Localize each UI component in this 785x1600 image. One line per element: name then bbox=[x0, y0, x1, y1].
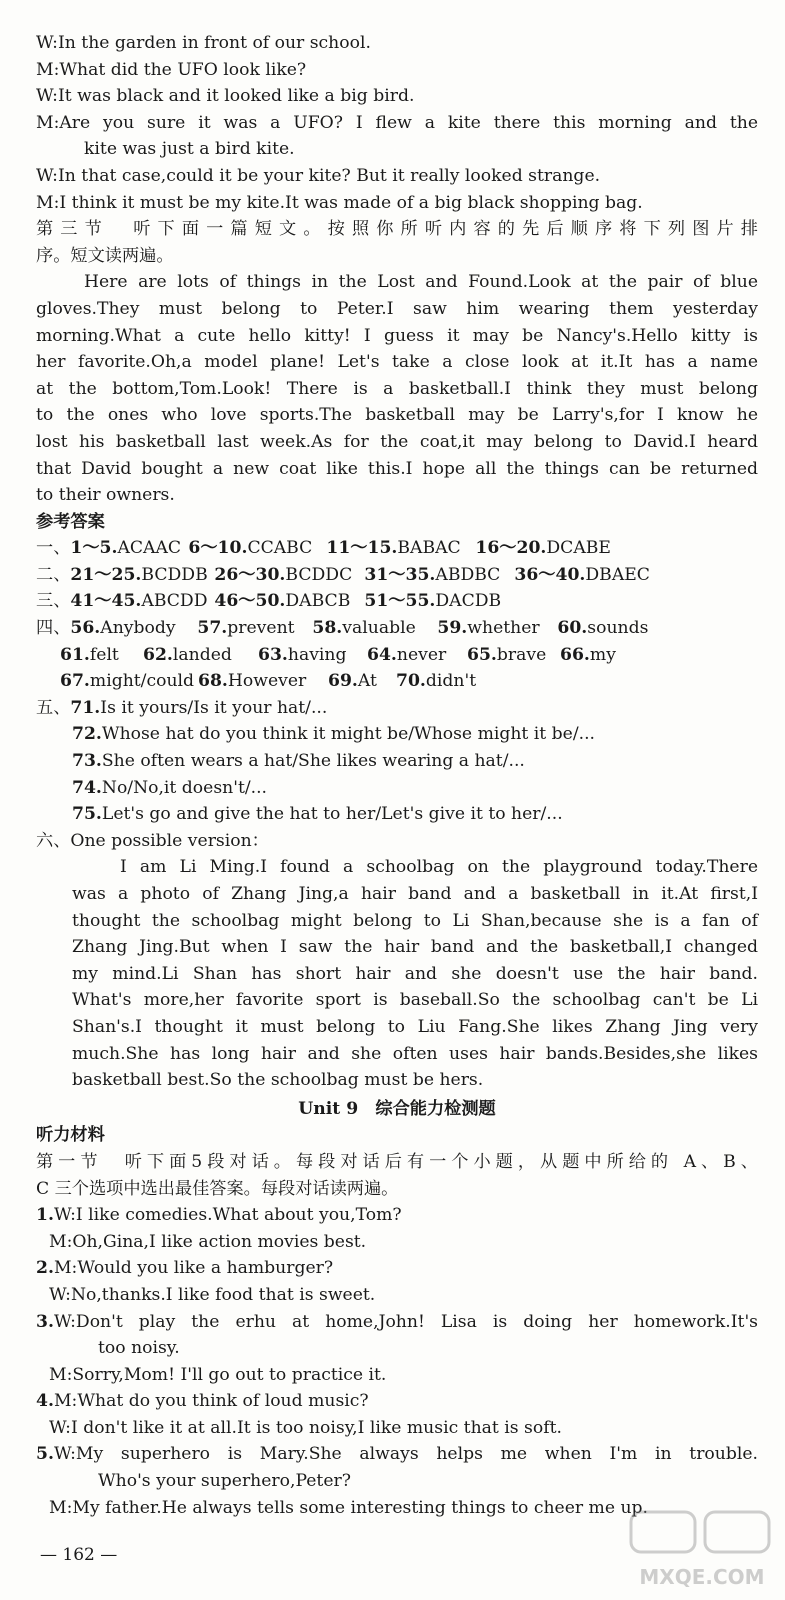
answer-range: 41～45. bbox=[70, 591, 142, 612]
answer-num: 73. bbox=[72, 751, 102, 772]
answer-word: sounds bbox=[587, 618, 649, 639]
watermark-text: MXQE.COM bbox=[639, 1565, 765, 1589]
answer-num: 60. bbox=[557, 618, 588, 639]
answer-num: 75. bbox=[72, 804, 102, 825]
dialogue-num: 4. bbox=[36, 1391, 54, 1412]
unit9-section bbox=[36, 1096, 758, 1522]
answer-title: 参考答案 bbox=[36, 511, 105, 532]
dialogue-top bbox=[36, 30, 758, 216]
answer-text: Is it yours/Is it your hat/... bbox=[100, 697, 328, 718]
answer-text: Let's go and give the hat to her/Let's give it to her/... bbox=[101, 804, 563, 825]
answer-word: never bbox=[396, 644, 447, 665]
dialogue-line: M:Oh,Gina,I like action movies best. bbox=[49, 1231, 367, 1252]
answer-value: DABCB bbox=[285, 591, 351, 612]
version-label: One possible version： bbox=[70, 830, 269, 851]
dialogue-num: 1. bbox=[36, 1205, 54, 1226]
answer-value: DBAEC bbox=[585, 564, 650, 585]
answer-word: might/could bbox=[89, 671, 195, 692]
watermark-logo bbox=[627, 1508, 777, 1594]
dialogue-item bbox=[36, 1255, 758, 1282]
essay-line: Zhang Jing.But when I saw the hair band and the basketball,I changed bbox=[72, 937, 758, 958]
answer-row-4c bbox=[36, 668, 758, 695]
dialogue-num: 2. bbox=[36, 1258, 54, 1279]
answer-value: DCABE bbox=[546, 538, 611, 559]
part-prefix: 一、 bbox=[36, 538, 71, 559]
dialogue-line: W:My superhero is Mary.She always helps me when I'm in trouble. bbox=[53, 1444, 758, 1465]
answer-word: felt bbox=[89, 644, 119, 665]
dialogue-line: W:I like comedies.What about you,Tom? bbox=[53, 1205, 402, 1226]
answer-num: 71. bbox=[70, 697, 101, 718]
answer-row-2 bbox=[36, 562, 758, 589]
answer-num: 62. bbox=[143, 644, 173, 665]
answer-range: 21～25. bbox=[70, 564, 142, 585]
passage-line: at the bottom,Tom.Look! There is a basketball.I think they must belong bbox=[36, 378, 758, 399]
answer-word: At bbox=[357, 671, 377, 692]
part-prefix: 六、 bbox=[36, 830, 71, 851]
dialogue-line: M:Would you like a hamburger? bbox=[53, 1258, 334, 1279]
page-content bbox=[36, 30, 758, 1521]
essay-line: basketball best.So the schoolbag must be hers. bbox=[72, 1070, 484, 1091]
dialogue-item bbox=[36, 1441, 758, 1468]
answer-row-5 bbox=[36, 695, 758, 722]
answer-range: 36～40. bbox=[514, 564, 586, 585]
answer-row-3 bbox=[36, 588, 758, 615]
essay-line: thought the schoolbag might belong to Li Shan,because she is a fan of bbox=[72, 910, 758, 931]
answer-row-5 bbox=[36, 801, 758, 828]
dialogue-item bbox=[36, 1202, 758, 1229]
answer-word: prevent bbox=[227, 618, 295, 639]
answer-row-5 bbox=[36, 748, 758, 775]
answer-text: No/No,it doesn't/... bbox=[101, 777, 268, 798]
dialogue-line: M:Are you sure it was a UFO? I flew a kite there this morning and the bbox=[36, 112, 758, 133]
answer-num: 57. bbox=[197, 618, 228, 639]
answer-value: ABCDD bbox=[141, 591, 208, 612]
listening-label: 听力材料 bbox=[36, 1125, 105, 1146]
answer-row-1 bbox=[36, 535, 758, 562]
essay-line: I am Li Ming.I found a schoolbag on the playground today.There bbox=[120, 857, 758, 878]
answer-word: brave bbox=[496, 644, 547, 665]
answer-word: whether bbox=[467, 618, 540, 639]
answer-key bbox=[36, 509, 758, 1094]
passage-line: to their owners. bbox=[36, 485, 175, 506]
part-prefix: 五、 bbox=[36, 697, 71, 718]
dialogue-line: M:What do you think of loud music? bbox=[53, 1391, 369, 1412]
answer-num: 69. bbox=[328, 671, 358, 692]
answer-word: my bbox=[589, 644, 616, 665]
section-heading: C 三个选项中选出最佳答案。每段对话读两遍。 bbox=[36, 1178, 399, 1199]
answer-num: 70. bbox=[396, 671, 426, 692]
answer-range: 46～50. bbox=[214, 591, 286, 612]
answer-row-5 bbox=[36, 721, 758, 748]
passage-line: her favorite.Oh,a model plane! Let's take a close look at it.It has a name bbox=[36, 352, 758, 373]
answer-word: landed bbox=[172, 644, 232, 665]
dialogue-line: W:It was black and it looked like a big bird. bbox=[36, 86, 415, 107]
passage-line: gloves.They must belong to Peter.I saw him wearing them yesterday bbox=[36, 298, 758, 319]
passage-line: morning.What a cute hello kitty! I guess it may be Nancy's.Hello kitty is bbox=[36, 325, 758, 346]
answer-num: 68. bbox=[198, 671, 228, 692]
answer-value: BCDDB bbox=[141, 564, 208, 585]
answer-range: 31～35. bbox=[364, 564, 436, 585]
answer-word: valuable bbox=[342, 618, 416, 639]
answer-range: 16～20. bbox=[475, 538, 547, 559]
answer-range: 11～15. bbox=[326, 538, 398, 559]
answer-row-6 bbox=[36, 828, 758, 855]
answer-num: 74. bbox=[72, 777, 102, 798]
part-prefix: 三、 bbox=[36, 591, 71, 612]
dialogue-line: too noisy. bbox=[98, 1338, 180, 1359]
dialogue-num: 5. bbox=[36, 1444, 54, 1465]
answer-num: 65. bbox=[467, 644, 497, 665]
dialogue-line: M:I think it must be my kite.It was made of a big black shopping bag. bbox=[36, 192, 643, 213]
answer-word: didn't bbox=[425, 671, 477, 692]
page-number: — 162 — bbox=[40, 1545, 118, 1565]
answer-range: 26～30. bbox=[214, 564, 286, 585]
section-heading: 第一节 听下面5段对话。每段对话后有一个小题，从题中所给的 A、B、 bbox=[36, 1151, 758, 1172]
dialogue-line: W:No,thanks.I like food that is sweet. bbox=[49, 1284, 376, 1305]
answer-value: DACDB bbox=[435, 591, 502, 612]
part-prefix: 二、 bbox=[36, 564, 71, 585]
dialogue-line: M:My father.He always tells some interesting things to cheer me up. bbox=[49, 1497, 649, 1518]
answer-word: Anybody bbox=[100, 618, 176, 639]
answer-range: 51～55. bbox=[364, 591, 436, 612]
answer-text: She often wears a hat/She likes wearing a hat/... bbox=[101, 751, 525, 772]
answer-num: 64. bbox=[367, 644, 397, 665]
section-heading: 序。短文读两遍。 bbox=[36, 245, 174, 266]
passage-line: to the ones who love sports.The basketball may be Larry's,for I know he bbox=[36, 405, 758, 426]
dialogue-item bbox=[36, 1309, 758, 1336]
answer-value: ABDBC bbox=[435, 564, 501, 585]
answer-range: 6～10. bbox=[188, 538, 248, 559]
dialogue-line: W:I don't like it at all.It is too noisy,I like music that is soft. bbox=[49, 1417, 562, 1438]
answer-word: However bbox=[227, 671, 307, 692]
answer-num: 63. bbox=[258, 644, 288, 665]
dialogue-line: M:What did the UFO look like? bbox=[36, 59, 307, 80]
unit-title: Unit 9 综合能力检测题 bbox=[298, 1098, 496, 1119]
dialogue-line: W:Don't play the erhu at home,John! Lisa is doing her homework.It's bbox=[53, 1311, 758, 1332]
answer-num: 59. bbox=[437, 618, 468, 639]
answer-num: 66. bbox=[560, 644, 590, 665]
answer-value: BABAC bbox=[397, 538, 461, 559]
dialogue-num: 3. bbox=[36, 1311, 54, 1332]
section-3 bbox=[36, 216, 758, 509]
passage-line: that David bought a new coat like this.I hope all the things can be returned bbox=[36, 458, 758, 479]
passage-line: Here are lots of things in the Lost and Found.Look at the pair of blue bbox=[84, 272, 758, 293]
dialogue-line: kite was just a bird kite. bbox=[84, 139, 295, 160]
answer-row-4a bbox=[36, 615, 758, 642]
dialogue-line: M:Sorry,Mom! I'll go out to practice it. bbox=[49, 1364, 387, 1385]
essay-line: What's more,her favorite sport is baseball.So the schoolbag can't be Li bbox=[72, 990, 758, 1011]
section-heading: 第三节 听下面一篇短文。按照你所听内容的先后顺序将下列图片排 bbox=[36, 219, 758, 240]
answer-row-5 bbox=[36, 775, 758, 802]
dialogue-line: Who's your superhero,Peter? bbox=[98, 1471, 351, 1492]
essay-line: Shan's.I thought it must belong to Liu Fang.She likes Zhang Jing very bbox=[72, 1016, 758, 1037]
answer-num: 61. bbox=[60, 644, 90, 665]
answer-word: having bbox=[287, 644, 347, 665]
answer-text: Whose hat do you think it might be/Whose might it be/... bbox=[101, 724, 596, 745]
passage-line: lost his basketball last week.As for the coat,it may belong to David.I heard bbox=[36, 431, 758, 452]
essay-line: my mind.Li Shan has short hair and she doesn't use the hair band. bbox=[72, 963, 758, 984]
part-prefix: 四、 bbox=[36, 618, 71, 639]
answer-num: 72. bbox=[72, 724, 102, 745]
answer-num: 67. bbox=[60, 671, 90, 692]
answer-value: CCABC bbox=[247, 538, 313, 559]
answer-num: 56. bbox=[70, 618, 101, 639]
answer-range: 1～5. bbox=[70, 538, 118, 559]
answer-value: ACAAC bbox=[117, 538, 182, 559]
essay-line: much.She has long hair and she often uses hair bands.Besides,she likes bbox=[72, 1043, 758, 1064]
dialogue-line: W:In the garden in front of our school. bbox=[36, 33, 371, 53]
answer-value: BCDDC bbox=[285, 564, 353, 585]
answer-row-4b bbox=[36, 642, 758, 669]
essay-line: was a photo of Zhang Jing,a hair band and a basketball in it.At first,I bbox=[72, 884, 758, 904]
dialogue-item bbox=[36, 1388, 758, 1415]
dialogue-line: W:In that case,could it be your kite? But it really looked strange. bbox=[36, 165, 601, 186]
answer-num: 58. bbox=[312, 618, 343, 639]
